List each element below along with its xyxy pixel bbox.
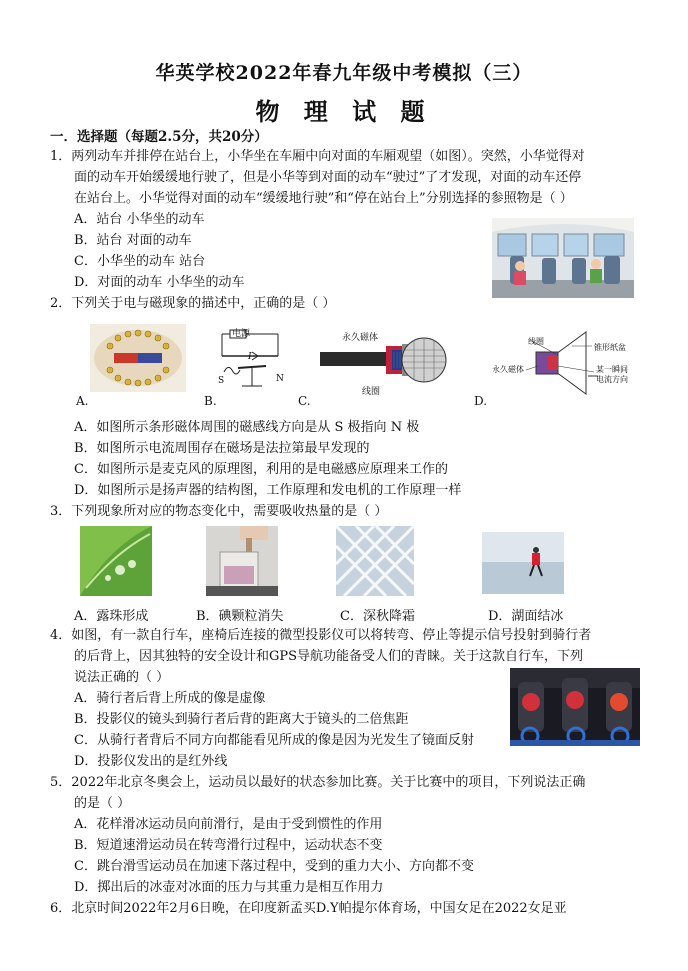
school-title: 华英学校2022年春九年级中考模拟（三）: [155, 62, 533, 84]
q4-line-3: 说法正确的（ ）: [74, 670, 170, 685]
speaker-magnet-label: 永久磁体: [492, 365, 524, 374]
q3-caption-b: B．碘颗粒消失: [196, 609, 284, 624]
q1-line-3: 在站台上。小华觉得对面的动车“缓缓地行驶”和“停在站台上”分别选择的参照物是（ ）: [74, 191, 573, 206]
subject-title: 物 理 试 题: [255, 97, 433, 126]
speaker-coil-label: 线圈: [528, 337, 544, 346]
q2-fig-c-label: C.: [298, 394, 311, 408]
q5-option-c: C．跳台滑雪运动员在加速下落过程中，受到的重力大小、方向都不变: [74, 859, 474, 874]
current-label: I: [248, 352, 252, 362]
frost-on-fence-image: [336, 526, 414, 596]
q2-option-a: A．如图所示条形磁体周围的磁感线方向是从 S 极指向 N 极: [74, 420, 420, 435]
frozen-lake-image: [482, 532, 564, 594]
q3-caption-a: A．露珠形成: [74, 609, 149, 624]
battery-label: 电源: [232, 329, 251, 339]
q2-option-c: C．如图所示是麦克风的原理图，利用的是电磁感应原理来工作的: [74, 462, 448, 477]
n-pole-label: N: [276, 374, 284, 384]
q4-line-1: 4．如图，有一款自行车，座椅后连接的微型投影仪可以将转弯、停止等提示信号投射到骑行者: [50, 628, 592, 643]
q1-option-a: A．站台 小华坐的动车: [74, 212, 205, 227]
loudspeaker-diagram: [496, 326, 646, 400]
q2-option-d: D．如图所示是扬声器的结构图，工作原理和发电机的工作原理一样: [74, 483, 462, 498]
q3-stem: 3．下列现象所对应的物态变化中，需要吸收热量的是（ ）: [50, 504, 388, 519]
q5-option-d: D．掷出后的冰壶对冰面的压力与其重力是相互作用力: [74, 880, 384, 895]
q4-option-d: D．投影仪发出的是红外线: [74, 754, 228, 769]
q2-fig-d-label: D.: [474, 394, 488, 408]
q1-option-b: B．站台 对面的动车: [74, 233, 192, 248]
q4-option-c: C．从骑行者背后不同方向都能看见所成的像是因为光发生了镜面反射: [74, 733, 474, 748]
q1-option-d: D．对面的动车 小华坐的动车: [74, 275, 245, 290]
q3-caption-c: C．深秋降霜: [340, 609, 415, 624]
q6-line-1: 6．北京时间2022年2月6日晚，在印度新孟买D.Y帕提尔体育场，中国女足在2022女足亚: [50, 901, 567, 916]
current-moment-label: 某一瞬间: [596, 365, 628, 374]
bar-magnet-filings-image: [90, 324, 186, 392]
section-heading: 一．选择题（每题2.5分，共20分）: [50, 129, 268, 145]
current-direction-label: 电流方向: [596, 375, 628, 384]
dew-drop-image: [80, 526, 152, 596]
q3-caption-d: D．湖面结冰: [488, 609, 564, 624]
q5-line-1: 5．2022年北京冬奥会上，运动员以最好的状态参加比赛。关于比赛中的项目，下列说法正确: [50, 775, 586, 790]
q4-option-a: A．骑行者后背上所成的像是虚像: [74, 691, 266, 706]
q1-option-c: C．小华坐的动车 站台: [74, 254, 206, 269]
iodine-sublimation-image: [206, 526, 278, 596]
permanent-magnet-label: 永久磁体: [342, 333, 379, 343]
q1-line-2: 面的动车开始缓缓地行驶了，但是小华等到对面的动车“驶过”了才发现，对面的动车还停: [74, 170, 582, 185]
q2-stem: 2．下列关于电与磁现象的描述中，正确的是（ ）: [50, 296, 336, 311]
s-pole-label: S: [218, 376, 225, 386]
q4-line-2: 的后背上，因其独特的安全设计和GPS导航功能备受人们的青睐。关于这款自行车，下列: [74, 649, 584, 664]
q4-option-b: B．投影仪的镜头到骑行者后背的距离大于镜头的二倍焦距: [74, 712, 409, 727]
coil-label: 线圈: [362, 387, 381, 397]
q5-line-2: 的是（ ）: [74, 796, 131, 811]
microphone-diagram: [316, 334, 450, 394]
q5-option-b: B．短道速滑运动员在转弯滑行过程中，运动状态不变: [74, 838, 383, 853]
bicycle-projector-image: [510, 668, 640, 746]
q5-option-a: A．花样滑冰运动员向前滑行，是由于受到惯性的作用: [74, 817, 383, 832]
q2-fig-b-label: B.: [204, 394, 217, 408]
oersted-experiment-diagram: [218, 328, 298, 390]
train-interior-image: [492, 218, 634, 298]
q2-option-b: B．如图所示电流周围存在磁场是法拉第最早发现的: [74, 441, 370, 456]
cone-label: 锥形纸盆: [594, 343, 626, 352]
q2-fig-a-label: A.: [76, 394, 89, 408]
q1-line-1: 1．两列动车并排停在站台上，小华坐在车厢中向对面的车厢观望（如图）。突然，小华觉得对: [50, 149, 585, 164]
